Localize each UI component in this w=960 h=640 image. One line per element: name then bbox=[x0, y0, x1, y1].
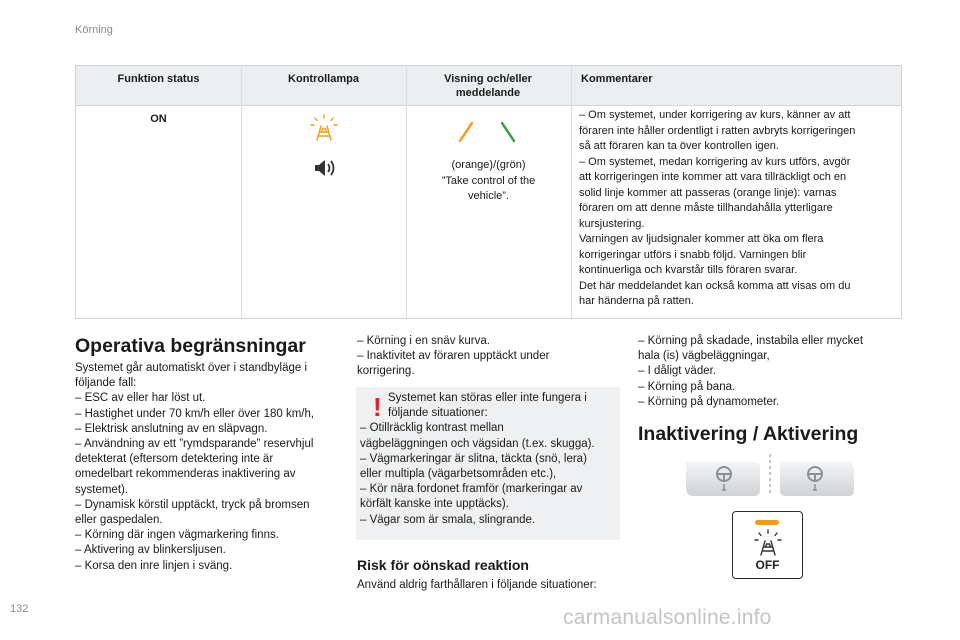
button-indicator-led bbox=[755, 520, 779, 525]
sound-speaker-icon bbox=[313, 158, 337, 178]
steering-stalk-illustration bbox=[684, 452, 856, 498]
orange-lane-line-icon bbox=[458, 121, 474, 143]
section-title-risk: Risk för oönskad reaktion bbox=[357, 557, 529, 573]
green-lane-line-icon bbox=[500, 121, 516, 143]
off-button-label: OFF bbox=[755, 558, 780, 572]
col-header-indicator: Kontrollampa bbox=[288, 73, 359, 85]
limitations-list: Systemet går automatiskt över i standbyläge i följande fall: – ESC av eller har löst ut. – Hastighet under 70 km/h eller över 180 km/h, – Elektrisk anslutning av en släpvagn. – Användning av ett ”rymdsparande” reservhjul detekterat (eftersom detektering inte är omedelbart rekommenderas inaktivering av systemet). – Dynamisk körstil upptäckt, tryck på bromsen eller gaspedalen. – Körning där ingen vägmarkering finns. – Aktivering av blinkersljusen. – Korsa den inre linjen i sväng. bbox=[75, 362, 315, 572]
running-header: Körning bbox=[75, 24, 113, 36]
lane-assist-off-button-icon bbox=[753, 529, 783, 557]
limitations-list-continued: – Körning i en snäv kurva. – Inaktivitet av föraren upptäckt under korrigering. bbox=[357, 335, 550, 378]
watermark: carmanualsonline.info bbox=[563, 606, 772, 629]
page-number: 132 bbox=[10, 603, 29, 615]
column-divider bbox=[406, 66, 407, 318]
column-divider bbox=[571, 66, 572, 318]
lane-assist-off-button bbox=[732, 511, 803, 579]
display-message: (orange)/(grön) ”Take control of the vehicle”. bbox=[441, 159, 536, 202]
col-header-status: Funktion status bbox=[117, 73, 200, 85]
col-header-comments: Kommentarer bbox=[581, 73, 653, 85]
warning-box bbox=[356, 387, 620, 540]
function-status-table bbox=[75, 65, 902, 319]
table-header-row bbox=[76, 66, 901, 106]
section-title-activation: Inaktivering / Aktivering bbox=[638, 423, 859, 445]
warning-exclamation-icon: ! bbox=[373, 392, 382, 422]
risk-text: Använd aldrig farthållaren i följande situationer: bbox=[357, 579, 597, 591]
comments-text: – Om systemet, under korrigering av kurs, känner av att föraren inte håller ordentligt i ratten avbryts korrigeringen så att föraren kan ta över kontrollen igen. – Om systemet, medan korrigering av kurs utförs, avgör att korrigeringen inte kommer att vara tillräckligt och en solid linje kommer att passeras (orange linje): varnas föraren om att denne måste tillhandahålla ytterligare kursjustering. Varningen av ljudsignaler kommer att öka om flera korrigeringar utförs i snabb följd. Varningen blir kontinuerliga och kvarstår tills föraren svarar. Det här meddelandet kan också komma att visas om du har händerna på ratten. bbox=[579, 109, 856, 307]
col-header-display: Visning och/eller meddelande bbox=[444, 73, 532, 99]
conditions-list: – Körning på skadade, instabila eller mycket hala (is) vägbeläggningar, – I dåligt väder. – Körning på bana. – Körning på dynamometer. bbox=[638, 335, 864, 408]
lane-keep-assist-warning-icon bbox=[308, 114, 340, 142]
status-value: ON bbox=[150, 113, 167, 125]
column-divider bbox=[241, 66, 242, 318]
warning-text: Systemet kan störas eller inte fungera i följande situationer: – Otillräcklig kontrast mellan vägbeläggningen och vägsidan (t.ex. skugga). – Vägmarkeringar är slitna, täckta (snö, lera) eller multipla (vägarbetsområden etc.), – Kör nära fordonet framför (markeringar av körfält kanske inte upptäcks). – Vägar som är smala, slingrande. bbox=[360, 392, 595, 526]
section-title-limitations: Operativa begränsningar bbox=[75, 335, 306, 357]
